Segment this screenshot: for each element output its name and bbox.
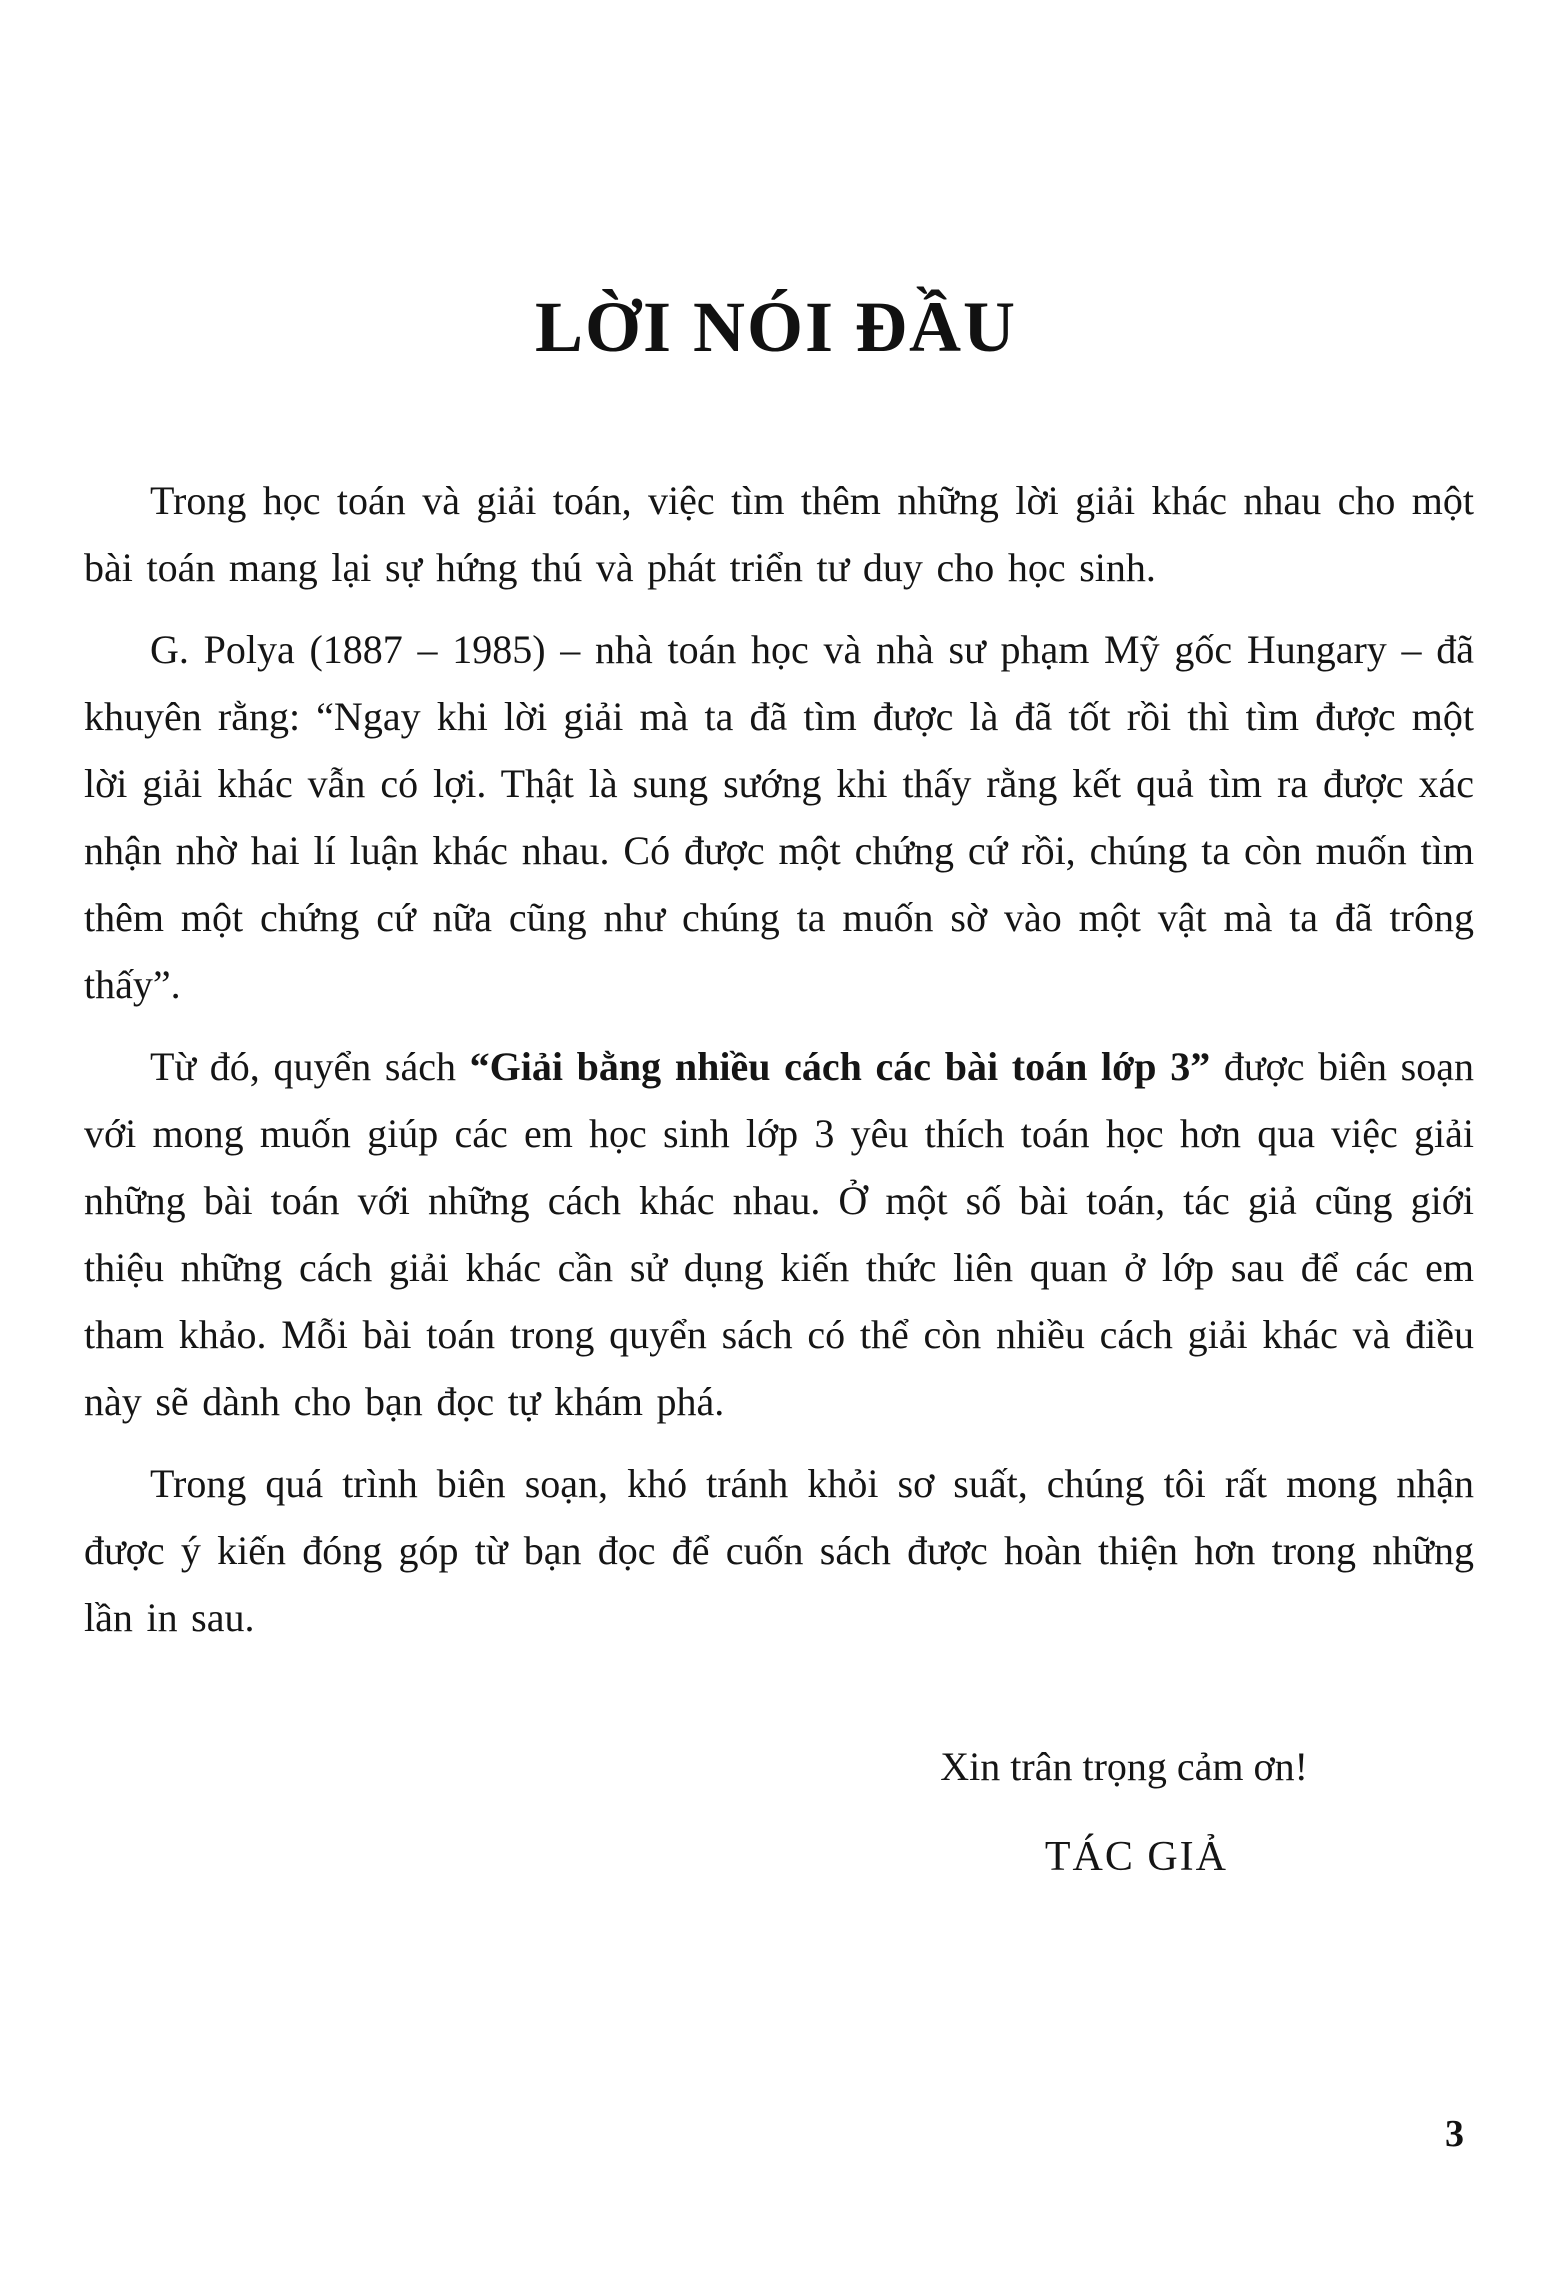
closing-block bbox=[0, 1743, 1552, 1881]
paragraph-3 bbox=[84, 1033, 1474, 1435]
page-title: LỜI NÓI ĐẦU bbox=[534, 287, 1018, 367]
paragraph-1: Trong học toán và giải toán, việc tìm thêm những lời giải khác nhau cho một bài toán mang lại sự hứng thú và phát triển tư duy cho học sinh. bbox=[84, 478, 1474, 591]
book-title-bold-text: “Giải bằng nhiều cách các bài toán lớp 3” bbox=[469, 1044, 1211, 1090]
closing-author-signature: TÁC GIẢ bbox=[1044, 1834, 1228, 1881]
closing-thanks: Xin trân trọng cảm ơn! bbox=[940, 1744, 1308, 1790]
preface-body bbox=[0, 467, 1552, 1651]
paragraph-2: G. Polya (1887 – 1985) – nhà toán học và nhà sư phạm Mỹ gốc Hungary – đã khuyên rằng: “Ngay khi lời giải mà ta đã tìm được là đã tốt rồi thì tìm được một lời giải khác vẫn có lợi. Thật là sung sướng khi thấy rằng kết quả tìm ra được xác nhận nhờ hai lí luận khác nhau. Có được một chứng cứ rồi, chúng ta còn muốn tìm thêm một chứng cứ nữa cũng như chúng ta muốn sờ vào một vật mà ta đã trông thấy”. bbox=[84, 627, 1474, 1008]
paragraph-3-prefix: Từ đó, quyển sách bbox=[150, 1044, 470, 1090]
page-number: 3 bbox=[1445, 2113, 1464, 2155]
paragraph-4: Trong quá trình biên soạn, khó tránh khỏi sơ suất, chúng tôi rất mong nhận được ý kiến đóng góp từ bạn đọc để cuốn sách được hoàn thiện hơn trong những lần in sau. bbox=[84, 1461, 1474, 1641]
paragraph-3-suffix: được biên soạn với mong muốn giúp các em học sinh lớp 3 yêu thích toán học hơn qua việc giải những bài toán với những cách khác nhau. Ở một số bài toán, tác giả cũng giới thiệu những cách giải khác cần sử dụng kiến thức liên quan ở lớp sau để các em tham khảo. Mỗi bài toán trong quyển sách có thể còn nhiều cách giải khác và điều này sẽ dành cho bạn đọc tự khám phá. bbox=[84, 1044, 1475, 1425]
